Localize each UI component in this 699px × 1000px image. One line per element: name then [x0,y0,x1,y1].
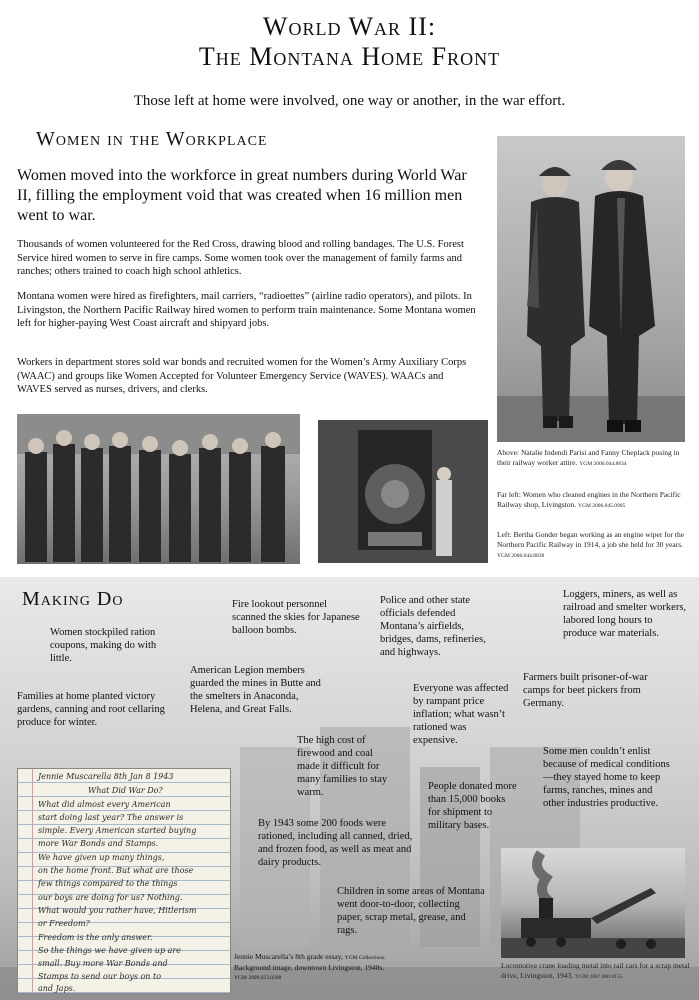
note-police: Police and other state officials defended Montana’s airfields, bridges, dams, refineries, and highways. [380,595,486,658]
page-subtitle: Those left at home were involved, one way or another, in the war effort. [133,93,566,109]
making-do-heading: Making Do [22,588,124,610]
engine-cleaners-illustration [17,414,300,564]
caption-left-text: Left: Bertha Gonder began working as an engine wiper for the Northern Pacific Railway in 1914, a job she held for 30 years. [497,530,685,549]
essay-caption [234,952,474,983]
locomotive-crane-illustration [501,848,685,958]
essay-line: simple. Every American started buying [38,826,197,835]
note-scrap-drive: Children in some areas of Montana went door-to-door, collecting paper, scrap metal, grease, and rags. [337,886,485,936]
page-title [0,12,699,72]
essay-line: our boys are doing for us? Nothing. [38,893,183,902]
essay-caption-background-source: YGM 2009.023.0208 [234,975,282,981]
engine-cleaners-photo [17,414,300,564]
workplace-heading: Women in the Workplace [36,128,268,150]
essay-line: on the home front. But what are those [38,866,194,875]
caption-above [497,448,687,469]
note-victory-gardens: Families at home planted victory gardens, canning and root cellaring produce for winter. [17,691,165,728]
essay-line: few things compared to the things [38,879,178,888]
railway-workers-illustration [497,136,685,442]
caption-left [497,530,687,561]
essay-line: more War Bonds and Stamps. [38,839,159,848]
note-loggers: Loggers, miners, as well as railroad and smelter workers, labored long hours to produce war materials. [563,589,687,639]
essay-line: Jennie Muscarella 8th Jan 8 1943 [38,772,174,781]
workplace-lead: Women moved into the workforce in great numbers during World War II, filling the employment void that was created when 16 million men went to war. [17,167,467,224]
locomotive-crane-caption-source: YGM 2007.000.0155 [575,974,623,980]
caption-above-source: YGM 2006.044.8834 [579,461,627,467]
workplace-paragraph-1: Thousands of women volunteered for the Red Cross, drawing blood and rolling bandages. The U.S. Forest Service hired women to serve in fire camps. Some women took over the management of family farms and ranches; others trained to coach high school athletics. [17,239,464,277]
workplace-paragraph-2: Montana women were hired as firefighters, mail carriers, “radioettes” (airline radio operators), and pilots. In Livingston, the Northern Pacific Railway hired women to perform train maintenance. Some Montana women left for higher-paying West Coast aircraft and shipyard jobs. [17,291,476,329]
note-inflation: Everyone was affected by rampant price inflation; what wasn’t rationed was expensive. [413,683,509,746]
locomotive-wiper-photo [318,420,488,563]
note-medical-conditions: Some men couldn’t enlist because of medical conditions—they stayed home to keep farms, ranches, mines and other industries productive. [543,746,670,809]
essay-line: start doing last year? The answer is [38,813,184,822]
note-pow-camps: Farmers built prisoner-of-war camps for beet pickers from Germany. [523,672,648,709]
essay-line: What did almost every American [38,800,171,809]
note-ration-coupons: Women stockpiled ration coupons, making do with little. [50,627,157,664]
essay-caption-source: YGM Collections. [344,955,386,961]
caption-far-left-text: Far left: Women who cleaned engines in the Northern Pacific Railway shop, Livingston. [497,490,681,509]
caption-above-text: Above: Natalie Indendi Parisi and Fanny Cheplack posing in their railway worker attire. [497,448,680,467]
essay-line: What Did War Do? [88,786,163,795]
note-firewood: The high cost of firewood and coal made it difficult for many families to stay warm. [297,735,388,798]
essay-line: small. Buy more War Bonds and [38,959,168,968]
essay-line: and Japs. [38,984,76,993]
locomotive-wiper-illustration [318,420,488,563]
essay-line: We have given up many things, [38,853,165,862]
workplace-paragraph-3: Workers in department stores sold war bonds and recruited women for the Women’s Army Auxiliary Corps (WAAC) and groups like Women Accepted for Volunteer Emergency Service (WAVES). WAACs and WAVES served as nurses, drivers, and clerks. [17,357,467,395]
railway-workers-photo [497,136,685,442]
caption-left-source: YGM 2006.044.8838 [497,553,545,559]
locomotive-crane-photo [501,848,685,958]
essay-caption-background: Background image, downtown Livingston, 1940s. [234,963,385,972]
essay-line: What would you rather have, Hitlerism [38,906,197,915]
note-rationed-foods: By 1943 some 200 foods were rationed, including all canned, dried, and frozen food, as well as meat and dairy products. [258,818,413,868]
locomotive-crane-caption-text: Locomotive crane loading metal into rail cars for a scrap metal drive, Livingston, 1943. [501,961,690,980]
essay-caption-text: Jennie Muscarella’s 8th grade essay, [234,952,343,961]
locomotive-crane-caption [501,961,693,982]
caption-far-left-source: YGM 2006.045.0905 [578,503,626,509]
essay-margin-line [32,769,33,994]
caption-far-left [497,490,687,511]
essay-line: Stamps to send our boys on to [38,972,162,981]
title-line-1: World War II: [262,12,437,41]
note-books: People donated more than 15,000 books for shipment to military bases. [428,781,517,831]
essay-image [17,768,231,994]
essay-line: So the things we have given up are [38,946,181,955]
essay-line: Freedom is the only answer. [38,933,153,942]
essay-line: or Freedom? [38,919,90,928]
note-fire-lookout: Fire lookout personnel scanned the skies for Japanese balloon bombs. [232,599,360,636]
note-american-legion: American Legion members guarded the mines in Butte and the smelters in Anaconda, Helena, and Great Falls. [190,665,321,715]
title-line-2: The Montana Home Front [198,42,501,71]
